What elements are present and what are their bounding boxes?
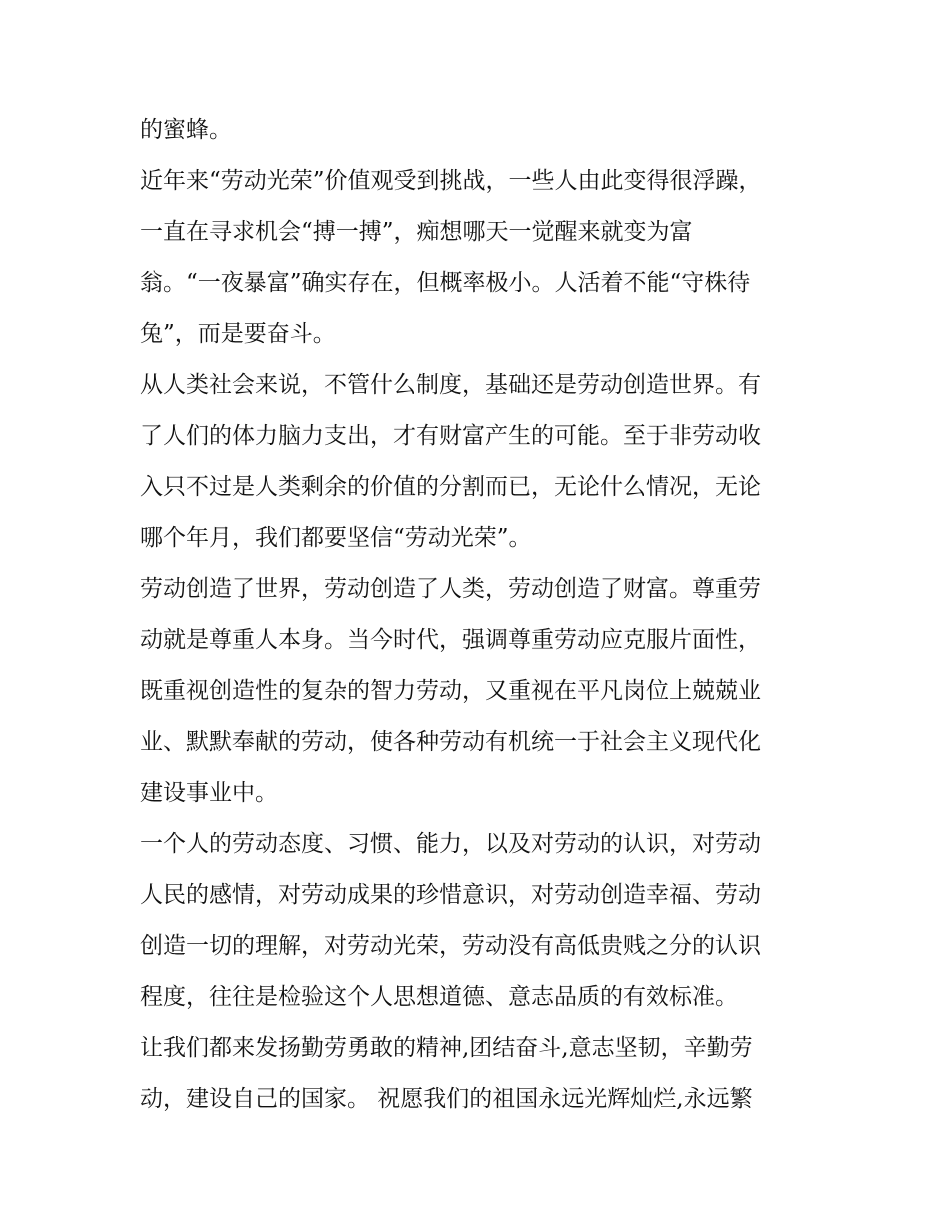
text-line: 动，建设自己的国家。 祝愿我们的祖国永远光辉灿烂,永远繁: [140, 1086, 753, 1112]
text-line: 动就是尊重人本身。当今时代，强调尊重劳动应克服片面性，: [140, 627, 761, 653]
text-line: 业、默默奉献的劳动，使各种劳动有机统一于社会主义现代化: [140, 729, 761, 755]
text-line: 建设事业中。: [140, 780, 278, 806]
text-line: 从人类社会来说，不管什么制度，基础还是劳动创造世界。有: [140, 372, 761, 398]
document-body: [140, 105, 820, 1125]
text-line: 哪个年月，我们都要坚信“劳动光荣”。: [140, 525, 532, 551]
text-line: 的蜜蜂。: [140, 117, 232, 143]
text-line: 兔”，而是要奋斗。: [140, 321, 336, 347]
text-line: 创造一切的理解，对劳动光荣，劳动没有高低贵贱之分的认识: [140, 933, 761, 959]
text-line: 近年来“劳动光荣”价值观受到挑战，一些人由此变得很浮躁，: [140, 168, 762, 194]
text-line: 程度，往往是检验这个人思想道德、意志品质的有效标准。: [140, 984, 738, 1010]
text-line: 翁。“一夜暴富”确实存在，但概率极小。人活着不能“守株待: [140, 270, 751, 296]
text-line: 劳动创造了世界，劳动创造了人类，劳动创造了财富。尊重劳: [140, 576, 761, 602]
text-line: 一个人的劳动态度、习惯、能力，以及对劳动的认识，对劳动: [140, 831, 761, 857]
text-line: 了人们的体力脑力支出，才有财富产生的可能。至于非劳动收: [140, 423, 761, 449]
text-line: 既重视创造性的复杂的智力劳动，又重视在平凡岗位上兢兢业: [140, 678, 761, 704]
text-line: 人民的感情，对劳动成果的珍惜意识，对劳动创造幸福、劳动: [140, 882, 761, 908]
text-line: 让我们都来发扬勤劳勇敢的精神,团结奋斗,意志坚韧，辛勤劳: [140, 1035, 753, 1061]
text-line: 一直在寻求机会“搏一搏”，痴想哪天一觉醒来就变为富: [140, 219, 693, 245]
text-line: 入只不过是人类剩余的价值的分割而已，无论什么情况，无论: [140, 474, 761, 500]
